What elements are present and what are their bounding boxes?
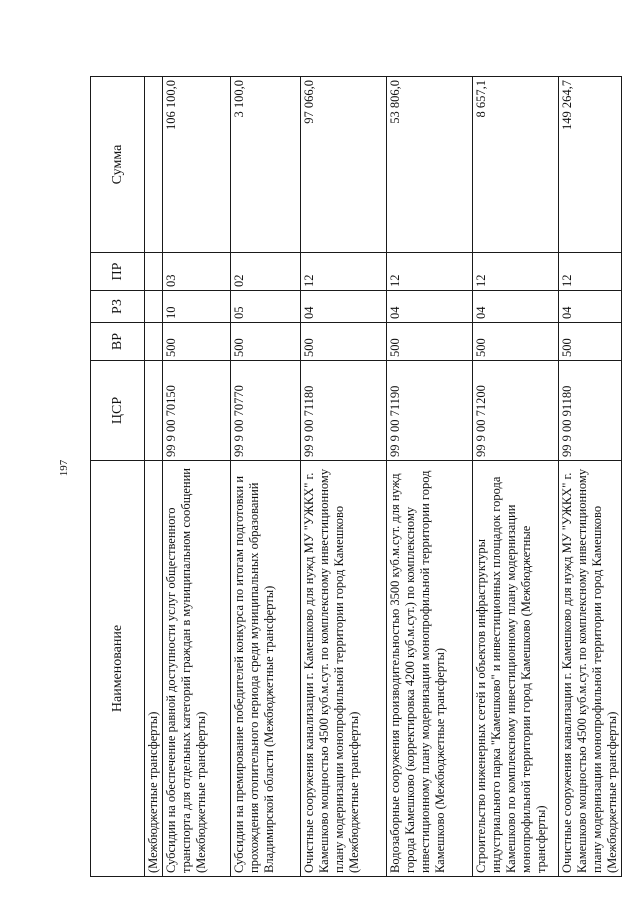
- cell-csr: 99 9 00 70150: [163, 361, 231, 461]
- cell-csr: 99 9 00 70770: [231, 361, 301, 461]
- cell-pr: 12: [301, 253, 387, 291]
- cell-name: Очистные сооружения канализации г. Камешково для нужд МУ "УЖКХ" г. Камешково мощностью 4500 куб.м.сут. по комплексному инвестиционному плану модернизации монопрофильной территории город Камешково (Межбюджетные трансферты): [559, 461, 622, 877]
- table-row: [387, 77, 473, 877]
- cell-vr: 500: [301, 323, 387, 361]
- cell-rz: [145, 291, 163, 323]
- cell-pr: [145, 253, 163, 291]
- table-row: [163, 77, 231, 877]
- cell-rz: 04: [473, 291, 559, 323]
- cell-vr: 500: [387, 323, 473, 361]
- cell-sum: 106 100,0: [163, 77, 231, 253]
- cell-pr: 03: [163, 253, 231, 291]
- cell-vr: [145, 323, 163, 361]
- cell-sum: 149 264,7: [559, 77, 622, 253]
- cell-vr: 500: [559, 323, 622, 361]
- cell-sum: 3 100,0: [231, 77, 301, 253]
- cell-name: Субсидии на обеспечение равной доступности услуг общественного транспорта для отдельных категорий граждан в муниципальном сообщении (Межбюджетные трансферты): [163, 461, 231, 877]
- cell-pr: 12: [559, 253, 622, 291]
- cell-pr: 02: [231, 253, 301, 291]
- cell-csr: [145, 361, 163, 461]
- cell-name: Очистные сооружения канализации г. Камешково для нужд МУ "УЖКХ" г. Камешково мощностью 4500 куб.м.сут. по комплексному инвестиционному плану модернизации монопрофильной территории город Камешково (Межбюджетные трансферты): [301, 461, 387, 877]
- table-row: [145, 77, 163, 877]
- budget-table-container: [90, 77, 619, 877]
- cell-rz: 10: [163, 291, 231, 323]
- header-pr: ПР: [91, 253, 145, 291]
- cell-rz: 05: [231, 291, 301, 323]
- table-header-row: [91, 77, 145, 877]
- table-row: [231, 77, 301, 877]
- header-sum: Сумма: [91, 77, 145, 253]
- cell-pr: 12: [387, 253, 473, 291]
- table-row: [301, 77, 387, 877]
- table-row: [473, 77, 559, 877]
- cell-vr: 500: [163, 323, 231, 361]
- cell-csr: 99 9 00 71200: [473, 361, 559, 461]
- header-csr: ЦСР: [91, 361, 145, 461]
- cell-csr: 99 9 00 91180: [559, 361, 622, 461]
- cell-sum: 8 657,1: [473, 77, 559, 253]
- cell-rz: 04: [301, 291, 387, 323]
- header-name: Наименование: [91, 461, 145, 877]
- cell-name: (Межбюджетные трансферты): [145, 461, 163, 877]
- cell-name: Строительство инженерных сетей и объектов инфраструктуры индустриального парка "Камешково" и инвестиционных площадок города Камешково по комплексному инвестиционному плану модернизации монопрофильной территории город Камешково (Межбюджетные трансферты): [473, 461, 559, 877]
- page-number: 197: [58, 459, 70, 477]
- cell-name: Субсидии на премирование победителей конкурса по итогам подготовки и прохождения отопительного периода среди муниципальных образований Владимирской области (Межбюджетные трансферты): [231, 461, 301, 877]
- budget-table: [90, 76, 622, 877]
- header-vr: ВР: [91, 323, 145, 361]
- cell-csr: 99 9 00 71180: [301, 361, 387, 461]
- cell-vr: 500: [231, 323, 301, 361]
- cell-sum: [145, 77, 163, 253]
- cell-sum: 97 066,0: [301, 77, 387, 253]
- cell-rz: 04: [387, 291, 473, 323]
- cell-vr: 500: [473, 323, 559, 361]
- cell-csr: 99 9 00 71190: [387, 361, 473, 461]
- cell-sum: 53 806,0: [387, 77, 473, 253]
- cell-name: Водозаборные сооружения производительностью 3500 куб.м.сут. для нужд города Камешково (корректировка 4200 куб.м.сут.) по комплексному инвестиционному плану модернизации монопрофильной территории город Камешково (Межбюджетные трансферты): [387, 461, 473, 877]
- cell-rz: 04: [559, 291, 622, 323]
- cell-pr: 12: [473, 253, 559, 291]
- table-row: [559, 77, 622, 877]
- header-rz: РЗ: [91, 291, 145, 323]
